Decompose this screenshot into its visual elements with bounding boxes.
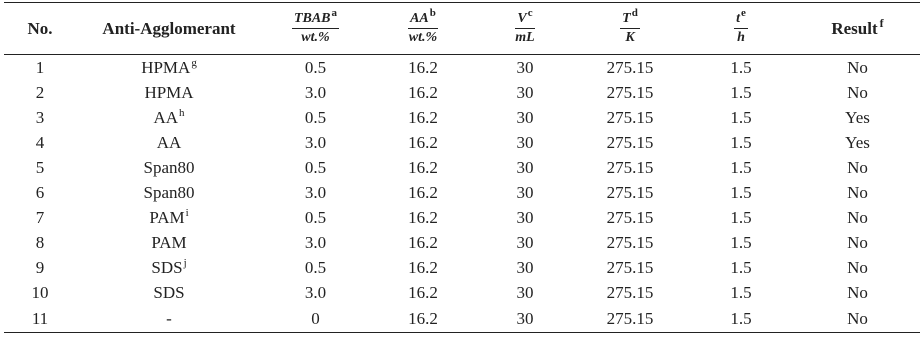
cell-time: 1.5 — [730, 133, 752, 152]
table-body — [4, 55, 920, 333]
cell-result: No — [847, 83, 868, 102]
table-row — [4, 155, 920, 180]
aa-fraction — [408, 7, 438, 46]
cell-aa: 16.2 — [408, 283, 438, 302]
cell-time: 1.5 — [730, 58, 752, 77]
cell-temperature: 275.15 — [606, 308, 654, 328]
cell-result: No — [847, 58, 868, 77]
cell-anti-agglomerant — [76, 155, 262, 180]
cell-volume: 30 — [516, 108, 534, 127]
cell-temperature: 275.15 — [606, 108, 654, 127]
cell-volume: 30 — [516, 158, 534, 177]
cell-no: 4 — [35, 133, 45, 152]
cell-temperature: 275.15 — [606, 233, 654, 252]
cell-tbab: 0.5 — [304, 258, 327, 277]
cell-anti-agglomerant — [76, 280, 262, 305]
agent-name: Span80 — [143, 183, 195, 202]
table-row — [4, 305, 920, 332]
cell-result: No — [847, 283, 868, 302]
cell-time: 1.5 — [730, 283, 752, 302]
cell-tbab: 0.5 — [304, 58, 327, 77]
agent-footnote: j — [183, 257, 187, 270]
table-header — [4, 3, 920, 55]
cell-volume: 30 — [516, 258, 534, 277]
cell-anti-agglomerant — [76, 180, 262, 205]
header-time — [687, 3, 795, 55]
header-result — [795, 3, 920, 55]
cell-volume: 30 — [516, 183, 534, 202]
agent-name: AA — [153, 108, 179, 127]
cell-anti-agglomerant — [76, 255, 262, 280]
cell-volume: 30 — [516, 83, 534, 102]
cell-tbab: 3.0 — [304, 133, 327, 152]
temperature-numerator: T — [622, 11, 631, 26]
agent-name: - — [166, 308, 172, 328]
tbab-unit: wt.% — [301, 30, 330, 45]
cell-aa: 16.2 — [408, 108, 438, 127]
header-row — [4, 3, 920, 55]
table-row — [4, 80, 920, 105]
header-no: No. — [27, 18, 53, 38]
cell-anti-agglomerant — [76, 205, 262, 230]
agent-footnote: i — [185, 207, 189, 220]
cell-aa: 16.2 — [408, 83, 438, 102]
agent-name: SDS — [151, 258, 183, 277]
time-unit: h — [737, 30, 745, 45]
agent-footnote: g — [191, 57, 197, 70]
cell-result: Yes — [845, 108, 870, 127]
aa-unit: wt.% — [408, 30, 438, 45]
cell-time: 1.5 — [730, 83, 752, 102]
table-row — [4, 130, 920, 155]
cell-tbab: 0.5 — [304, 108, 327, 127]
agent-name: PAM — [149, 208, 185, 227]
agent-name: HPMA — [141, 58, 191, 77]
cell-no: 1 — [35, 58, 45, 77]
cell-tbab: 3.0 — [304, 283, 327, 302]
cell-result: No — [847, 308, 868, 328]
result-footnote: f — [879, 15, 884, 30]
cell-result: No — [847, 183, 868, 202]
temperature-unit: K — [625, 30, 635, 45]
cell-temperature: 275.15 — [606, 158, 654, 177]
cell-no: 8 — [35, 233, 45, 252]
volume-numerator: V — [517, 11, 527, 26]
agent-name: AA — [156, 133, 182, 152]
cell-aa: 16.2 — [408, 133, 438, 152]
cell-volume: 30 — [516, 283, 534, 302]
time-fraction — [734, 7, 748, 46]
header-tbab — [262, 3, 369, 55]
cell-result: No — [847, 233, 868, 252]
header-aa — [369, 3, 477, 55]
table-row — [4, 180, 920, 205]
cell-temperature: 275.15 — [606, 133, 654, 152]
time-footnote: e — [741, 7, 746, 20]
agent-name: PAM — [151, 233, 187, 252]
cell-anti-agglomerant — [76, 230, 262, 255]
cell-result: No — [847, 158, 868, 177]
cell-no: 2 — [35, 83, 45, 102]
header-anti-agglomerant: Anti-Agglomerant — [102, 18, 236, 38]
cell-time: 1.5 — [730, 258, 752, 277]
cell-volume: 30 — [516, 233, 534, 252]
cell-volume: 30 — [516, 133, 534, 152]
cell-volume: 30 — [516, 308, 534, 328]
cell-time: 1.5 — [730, 208, 752, 227]
cell-aa: 16.2 — [408, 58, 438, 77]
cell-tbab: 3.0 — [304, 233, 327, 252]
cell-temperature: 275.15 — [606, 283, 654, 302]
cell-time: 1.5 — [730, 308, 752, 328]
cell-no: 5 — [35, 158, 45, 177]
table-row — [4, 255, 920, 280]
agent-footnote: h — [179, 107, 185, 120]
tbab-fraction — [292, 7, 339, 46]
cell-volume: 30 — [516, 58, 534, 77]
volume-unit: mL — [515, 30, 535, 45]
cell-temperature: 275.15 — [606, 258, 654, 277]
cell-aa: 16.2 — [408, 308, 438, 328]
cell-time: 1.5 — [730, 108, 752, 127]
cell-no: 9 — [35, 258, 45, 277]
aa-footnote: b — [429, 7, 436, 20]
cell-anti-agglomerant — [76, 105, 262, 130]
result-label: Result — [831, 18, 878, 38]
cell-aa: 16.2 — [408, 258, 438, 277]
agent-name: SDS — [153, 283, 185, 302]
table-row — [4, 230, 920, 255]
tbab-footnote: a — [331, 7, 338, 20]
cell-volume: 30 — [516, 208, 534, 227]
cell-no: 11 — [31, 308, 49, 328]
time-numerator: t — [736, 11, 740, 26]
agent-name: Span80 — [143, 158, 195, 177]
volume-fraction — [515, 7, 535, 46]
cell-tbab: 0 — [311, 308, 320, 328]
aa-numerator: AA — [410, 11, 429, 26]
tbab-numerator: TBAB — [293, 11, 331, 26]
cell-anti-agglomerant — [76, 305, 262, 332]
cell-no: 3 — [35, 108, 45, 127]
cell-result: Yes — [845, 133, 870, 152]
cell-anti-agglomerant — [76, 80, 262, 105]
temperature-fraction — [620, 7, 640, 46]
cell-no: 10 — [31, 283, 49, 302]
cell-time: 1.5 — [730, 183, 752, 202]
cell-temperature: 275.15 — [606, 58, 654, 77]
cell-tbab: 3.0 — [304, 183, 327, 202]
table-row — [4, 205, 920, 230]
cell-temperature: 275.15 — [606, 83, 654, 102]
cell-no: 7 — [35, 208, 45, 227]
cell-result: No — [847, 208, 868, 227]
cell-anti-agglomerant — [76, 130, 262, 155]
cell-anti-agglomerant — [76, 55, 262, 81]
cell-time: 1.5 — [730, 233, 752, 252]
cell-no: 6 — [35, 183, 45, 202]
cell-temperature: 275.15 — [606, 183, 654, 202]
cell-aa: 16.2 — [408, 158, 438, 177]
agent-name: HPMA — [144, 83, 194, 102]
table-row — [4, 280, 920, 305]
volume-footnote: c — [527, 7, 533, 20]
cell-result: No — [847, 258, 868, 277]
table-row — [4, 105, 920, 130]
header-volume — [477, 3, 573, 55]
cell-tbab: 0.5 — [304, 208, 327, 227]
experiment-table — [4, 2, 920, 333]
cell-time: 1.5 — [730, 158, 752, 177]
cell-aa: 16.2 — [408, 183, 438, 202]
temperature-footnote: d — [631, 7, 638, 20]
cell-aa: 16.2 — [408, 233, 438, 252]
cell-tbab: 0.5 — [304, 158, 327, 177]
cell-tbab: 3.0 — [304, 83, 327, 102]
header-temperature — [573, 3, 687, 55]
table-row — [4, 55, 920, 81]
cell-aa: 16.2 — [408, 208, 438, 227]
cell-temperature: 275.15 — [606, 208, 654, 227]
